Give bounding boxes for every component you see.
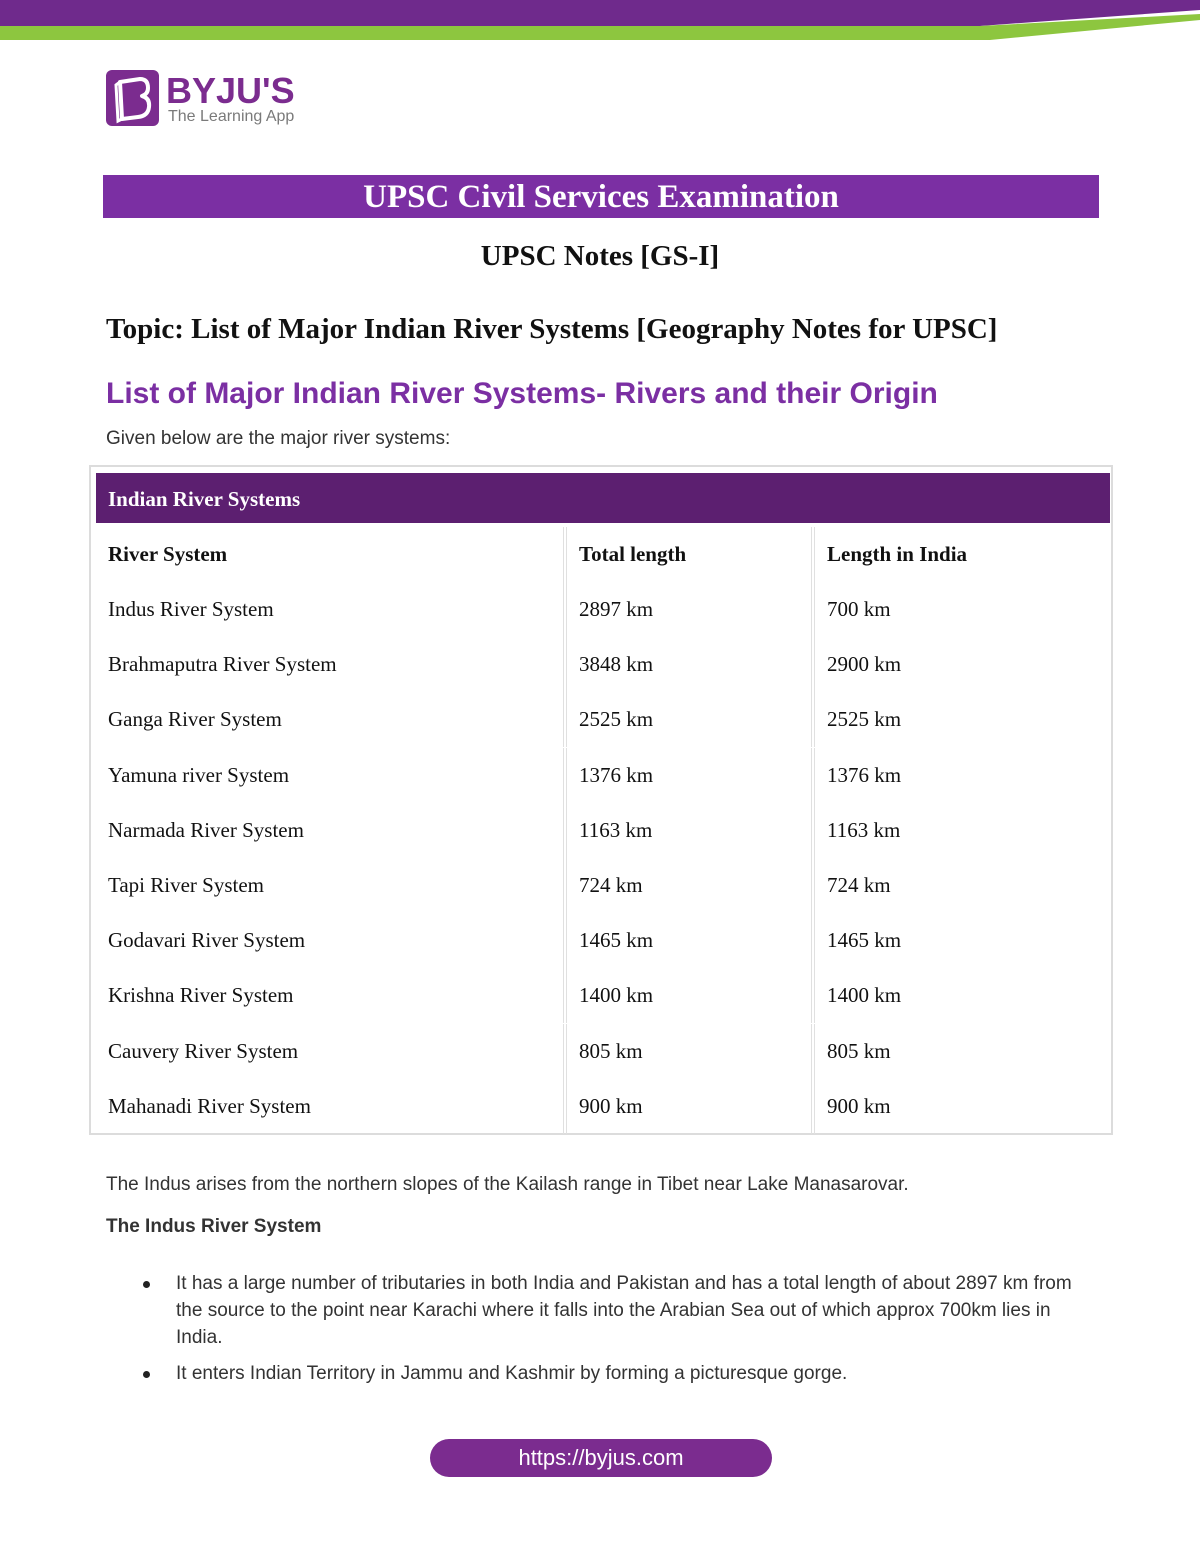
table-cell: 1465 km [563,913,807,968]
table-cell: Brahmaputra River System [108,652,337,676]
footer-website-link[interactable]: https://byjus.com [430,1439,772,1477]
indus-bullet-list [140,1270,1090,1396]
table-cell: 724 km [563,858,807,913]
list-item [140,1360,1090,1387]
table-row [96,1024,1110,1079]
bullet-icon [143,1371,150,1378]
table-cell: 2897 km [563,582,807,637]
table-row [96,1079,1110,1134]
topic-heading: Topic: List of Major Indian River Systems [Geography Notes for UPSC] [106,313,998,345]
list-item-text: It enters Indian Territory in Jammu and Kashmir by forming a picturesque gorge. [176,1363,848,1384]
table-cell: Cauvery River System [108,1039,299,1063]
table-title: Indian River Systems [96,473,1110,523]
section-heading: List of Major Indian River Systems- Rivers and their Origin [106,377,938,410]
list-item [140,1270,1090,1351]
list-item-text: It has a large number of tributaries in both India and Pakistan and has a total length of about 2897 km from the source to the point near Karachi where it falls into the Arabian Sea out of which approx 700km lies in India. [176,1273,1072,1348]
table-row [96,637,1110,692]
table-cell: 1400 km [563,968,807,1023]
logo-b-icon [106,70,159,126]
table-column-headers [96,527,1110,582]
table-cell: Yamuna river System [108,763,290,787]
column-header: River System [108,542,228,566]
table-row [96,582,1110,637]
table-row [96,803,1110,858]
table-cell: 2900 km [811,637,1110,692]
table-cell: 805 km [811,1024,1110,1079]
table-cell: Narmada River System [108,818,304,842]
table-cell: 724 km [811,858,1110,913]
table-cell: Godavari River System [108,928,306,952]
table-cell: Tapi River System [108,873,265,897]
byjus-logo[interactable] [106,70,316,130]
table-cell: 1376 km [811,748,1110,803]
table-row [96,748,1110,803]
exam-banner: UPSC Civil Services Examination [103,175,1099,218]
header-decorative-bands [0,0,1200,44]
table-row [96,968,1110,1023]
table-cell: Mahanadi River System [108,1094,311,1118]
notes-subtitle: UPSC Notes [GS-I] [480,240,720,272]
table-cell: 2525 km [563,692,807,747]
table-cell: 900 km [563,1079,807,1134]
table-cell: 1163 km [811,803,1110,858]
table-cell: Ganga River System [108,707,282,731]
table-cell: 1376 km [563,748,807,803]
column-header: Total length [563,527,807,582]
column-header: Length in India [811,527,1110,582]
table-row [96,913,1110,968]
indus-subheading: The Indus River System [106,1216,322,1237]
bullet-icon [143,1281,150,1288]
table-cell: 3848 km [563,637,807,692]
table-row [96,858,1110,913]
logo-wordmark: BYJU'S [166,70,295,111]
river-systems-table [89,465,1113,1135]
table-cell: 1400 km [811,968,1110,1023]
table-cell: 1465 km [811,913,1110,968]
table-cell: 1163 km [563,803,807,858]
indus-origin-text: The Indus arises from the northern slopes of the Kailash range in Tibet near Lake Manasarovar. [106,1174,909,1195]
table-cell: 900 km [811,1079,1110,1134]
table-cell: 700 km [811,582,1110,637]
table-cell: Indus River System [108,597,274,621]
intro-text: Given below are the major river systems: [106,428,451,449]
table-cell: 805 km [563,1024,807,1079]
logo-tagline: The Learning App [168,108,295,125]
table-cell: 2525 km [811,692,1110,747]
table-row [96,692,1110,747]
table-cell: Krishna River System [108,983,294,1007]
